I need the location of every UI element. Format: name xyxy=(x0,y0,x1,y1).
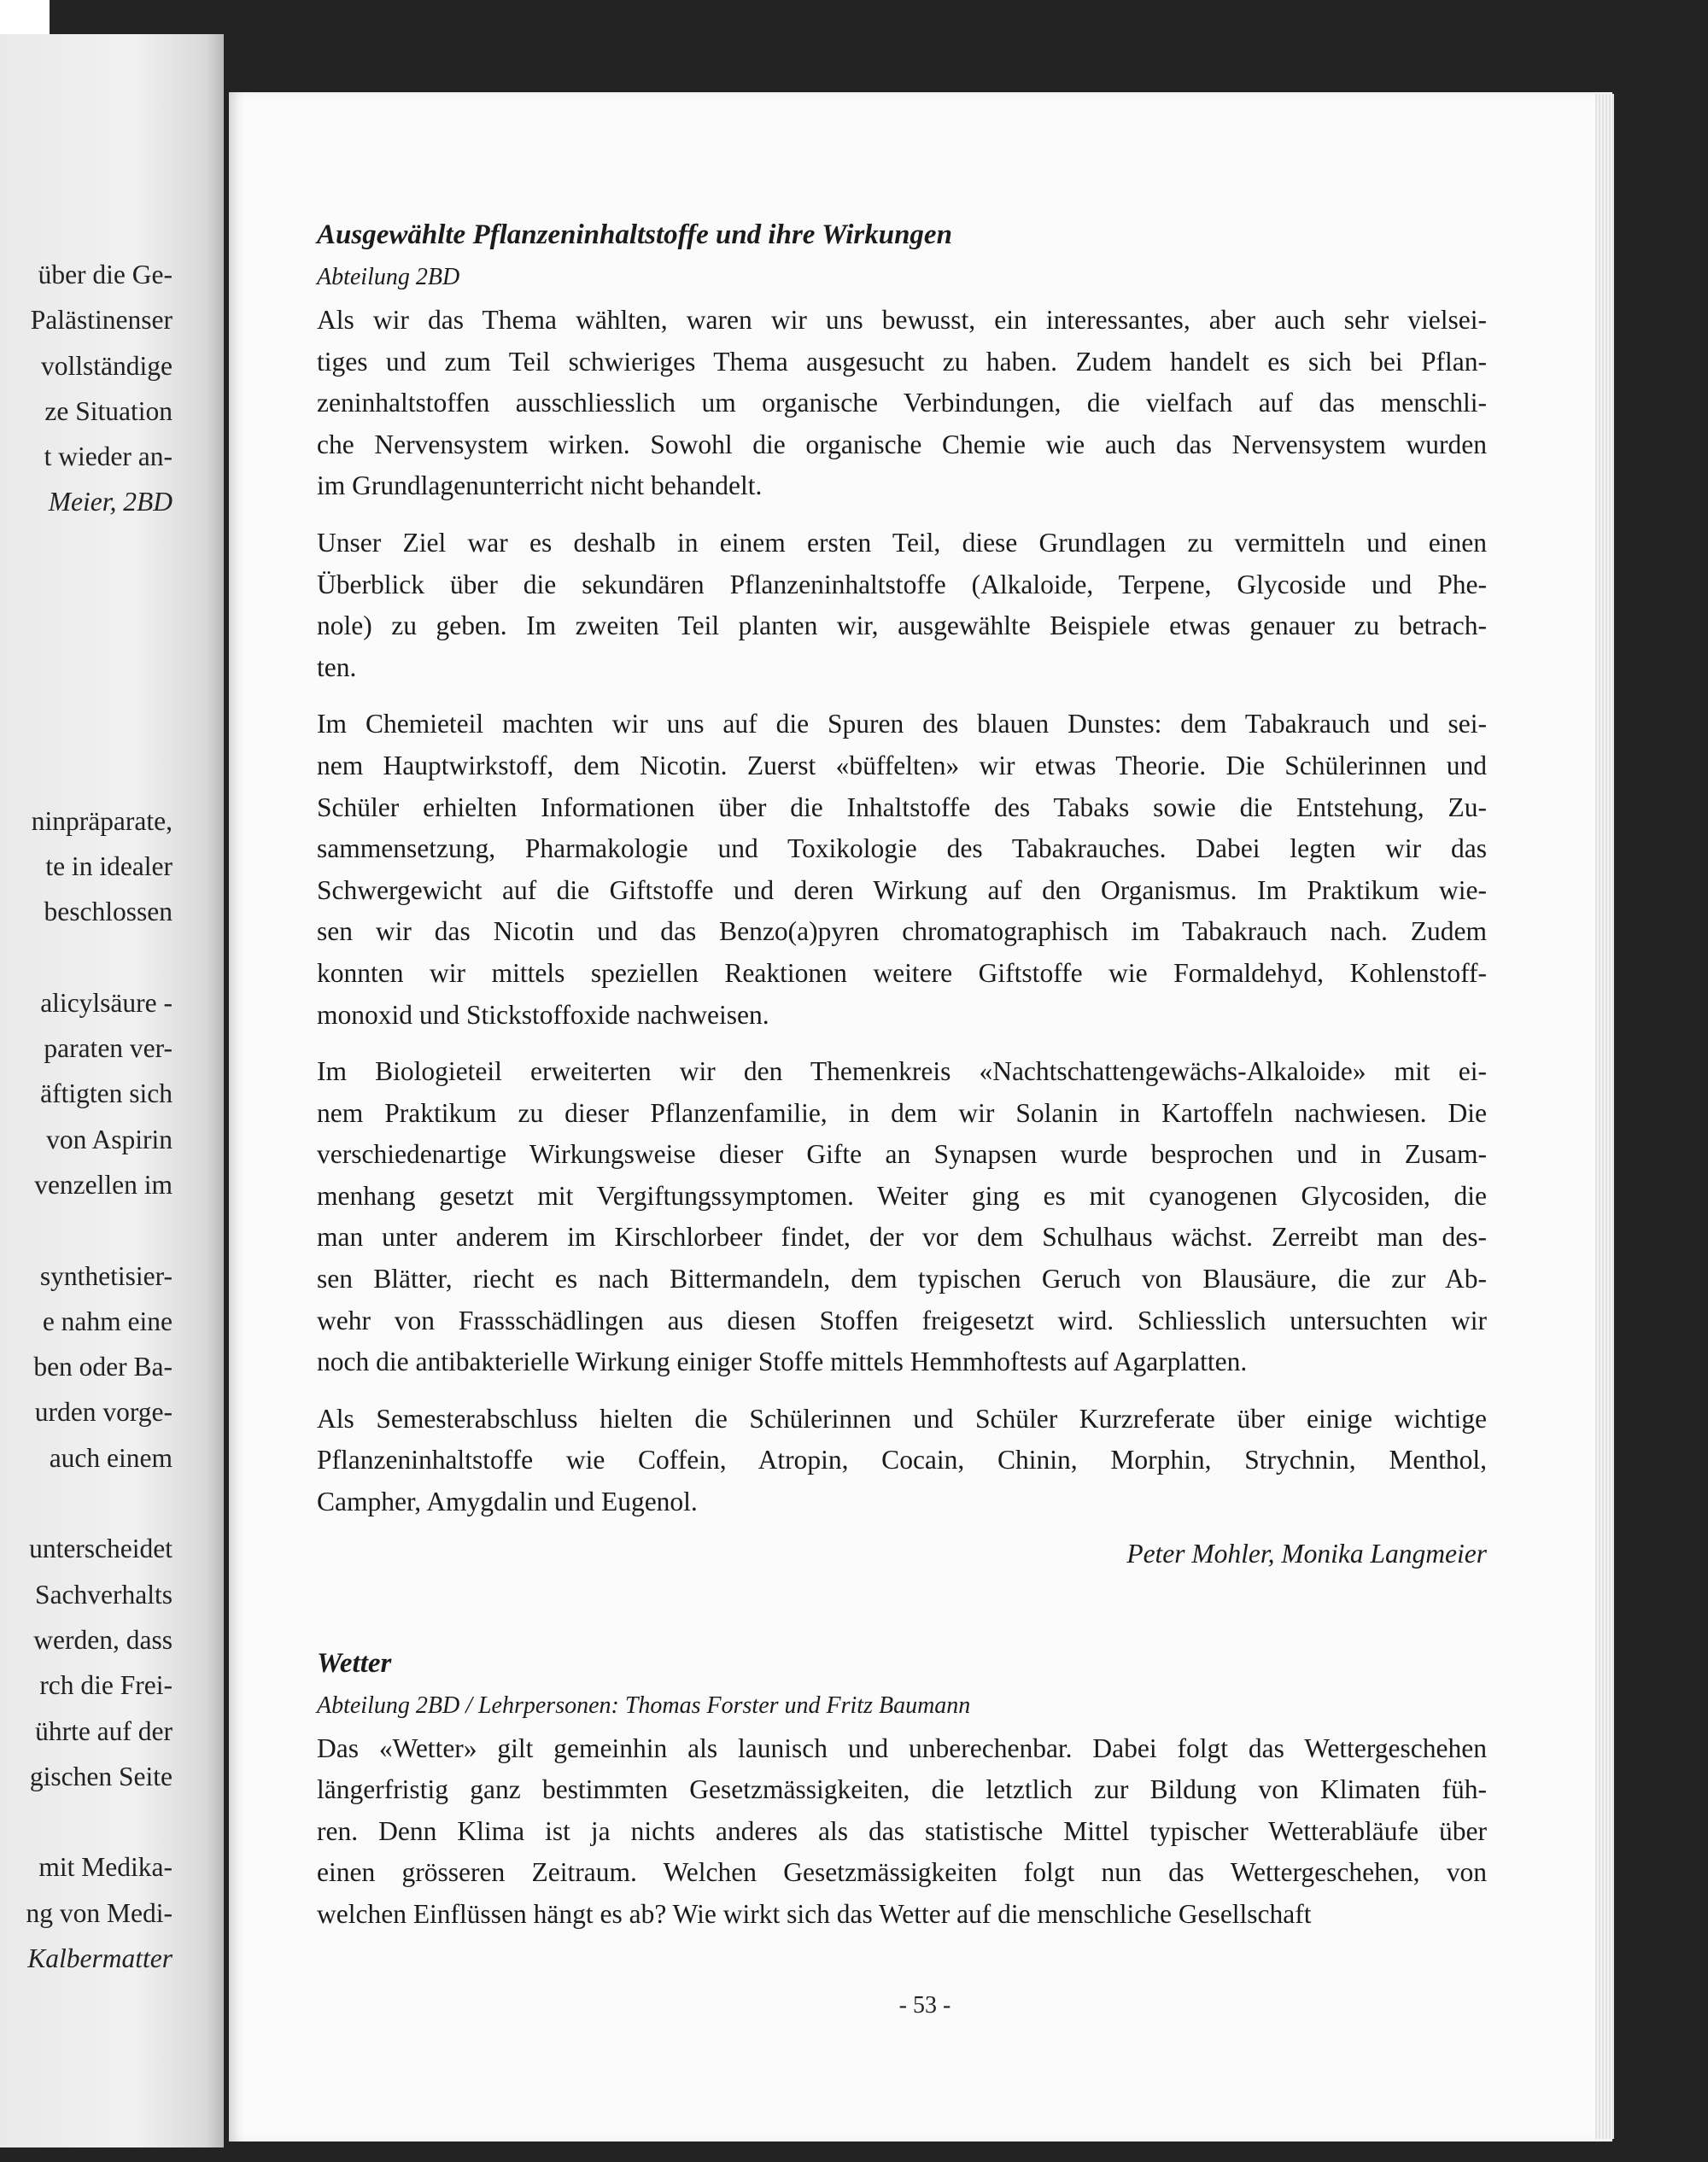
article1-subtitle: Abteilung 2BD xyxy=(317,264,460,290)
paragraph xyxy=(317,1399,1487,1523)
left-page-line: rch die Frei- xyxy=(39,1670,173,1701)
text-line: man unter anderem im Kirschlorbeer findet, der vor dem Schulhaus wächst. Zerreibt man des- xyxy=(317,1222,1487,1253)
page-number: - 53 - xyxy=(898,1992,951,2019)
text-line: verschiedenartige Wirkungsweise dieser Gifte an Synapsen wurde besprochen und in Zusam- xyxy=(317,1139,1487,1170)
text-line: Im Chemieteil machten wir uns auf die Spuren des blauen Dunstes: dem Tabakrauch und sei- xyxy=(317,709,1487,739)
paragraph xyxy=(317,1728,1487,1936)
article1-body xyxy=(317,300,1487,1523)
left-page-line: alicylsäure - xyxy=(40,987,173,1018)
text-line: Campher, Amygdalin und Eugenol. xyxy=(317,1487,698,1517)
article-pflanzeninhaltstoffe xyxy=(317,216,1487,1575)
left-page-line xyxy=(0,525,173,570)
left-page-line: synthetisier- xyxy=(39,1260,173,1291)
left-page-line: von Aspirin xyxy=(46,1124,173,1154)
left-page-line: Meier, 2BD xyxy=(48,487,173,517)
text-line: Im Biologieteil erweiterten wir den Themenkreis «Nachtschattengewächs-Alkaloide» mit ei- xyxy=(317,1056,1487,1087)
text-line: nem Hauptwirkstoff, dem Nicotin. Zuerst «büffelten» wir etwas Theorie. Die Schülerinnen und xyxy=(317,750,1487,780)
left-page-line: werden, dass xyxy=(33,1624,173,1655)
text-line: sen Blätter, riecht es nach Bittermandeln, dem typischen Geruch von Blausäure, die zur Ab- xyxy=(317,1264,1487,1294)
text-line: Überblick über die sekundären Pflanzeninhaltstoffe (Alkaloide, Terpene, Glycoside und Phe- xyxy=(317,569,1487,599)
text-line: Als wir das Thema wählten, waren wir uns bewusst, ein interessantes, aber auch sehr vielsei- xyxy=(317,305,1487,335)
left-page-line xyxy=(0,616,173,661)
text-line: Schüler erhielten Informationen über die Inhaltstoffe des Tabaks sowie die Entstehung, Zu- xyxy=(317,792,1487,822)
text-line: welchen Einflüssen hängt es ab? Wie wirkt sich das Wetter auf die menschliche Gesellschaft xyxy=(317,1899,1312,1929)
paragraph xyxy=(317,523,1487,688)
article-wetter xyxy=(317,1645,1487,1936)
left-page-line xyxy=(0,570,173,616)
text-line: noch die antibakterielle Wirkung einiger Stoffe mittels Hemmhoftests auf Agarplatten. xyxy=(317,1347,1248,1377)
left-page-line: auch einem xyxy=(49,1442,173,1473)
text-line: Als Semesterabschluss hielten die Schülerinnen und Schüler Kurzreferate über einige wichtige xyxy=(317,1403,1487,1434)
text-line: im Grundlagenunterricht nicht behandelt. xyxy=(317,470,763,501)
left-page-line xyxy=(0,752,173,798)
page-edge xyxy=(1595,94,1614,2139)
left-page-line: beschlossen xyxy=(44,897,173,927)
left-page-line: e nahm eine xyxy=(42,1306,173,1336)
text-line: sammensetzung, Pharmakologie und Toxikologie des Tabakrauches. Dabei legten wir das xyxy=(317,833,1487,864)
left-page-line: mit Medika- xyxy=(38,1852,173,1883)
left-page-line: vollständige xyxy=(41,350,173,381)
left-page-line xyxy=(0,1207,173,1253)
text-line: wehr von Frassschädlingen aus diesen Stoffen freigesetzt wird. Schliesslich untersuchten wir xyxy=(317,1305,1487,1335)
paragraph xyxy=(317,300,1487,507)
text-line: längerfristig ganz bestimmten Gesetzmässigkeiten, die letztlich zur Bildung von Klimaten füh- xyxy=(317,1774,1487,1805)
text-line: Schwergewicht auf die Giftstoffe und deren Wirkung auf den Organismus. Im Praktikum wie- xyxy=(317,874,1487,905)
left-page-line: ührte auf der xyxy=(35,1715,173,1746)
left-page-text-column xyxy=(0,252,173,1981)
text-line: nole) zu geben. Im zweiten Teil planten wir, ausgewählte Beispiele etwas genauer zu betrach- xyxy=(317,611,1487,641)
left-page-line: urden vorge- xyxy=(34,1397,173,1428)
text-line: nem Praktikum zu dieser Pflanzenfamilie, in dem wir Solanin in Kartoffeln nachwiesen. Die xyxy=(317,1097,1487,1128)
left-page-line: gischen Seite xyxy=(29,1761,173,1791)
text-line: ren. Denn Klima ist ja nichts anderes als das statistische Mittel typischer Wetterabläufe über xyxy=(317,1815,1487,1846)
text-line: Pflanzeninhaltstoffe wie Coffein, Atropin, Cocain, Chinin, Morphin, Strychnin, Menthol, xyxy=(317,1445,1487,1475)
paragraph xyxy=(317,704,1487,1036)
left-page-line: Palästinenser xyxy=(30,305,173,336)
left-page-line: unterscheidet xyxy=(29,1534,173,1564)
article1-title: Ausgewählte Pflanzeninhaltstoffe und ihre Wirkungen xyxy=(317,219,952,250)
left-page-line: venzellen im xyxy=(34,1169,173,1200)
left-facing-page xyxy=(0,34,224,2147)
left-page-line: ng von Medi- xyxy=(26,1897,173,1928)
text-line: menhang gesetzt mit Vergiftungssymptomen. Weiter ging es mit cyanogenen Glycosiden, die xyxy=(317,1180,1487,1211)
left-page-line: ninpräparate, xyxy=(31,805,173,836)
text-line: sen wir das Nicotin und das Benzo(a)pyren chromatographisch im Tabakrauch nach. Zudem xyxy=(317,916,1487,947)
left-page-line: ze Situation xyxy=(44,395,173,426)
text-line: tiges und zum Teil schwieriges Thema ausgesucht zu haben. Zudem handelt es sich bei Pflan- xyxy=(317,346,1487,377)
left-page-line xyxy=(0,707,173,752)
left-page-line: Kalbermatter xyxy=(27,1943,173,1973)
paragraph xyxy=(317,1051,1487,1383)
left-page-line xyxy=(0,1799,173,1844)
article2-title: Wetter xyxy=(317,1647,392,1679)
text-line: einen grösseren Zeitraum. Welchen Gesetzmässigkeiten folgt nun das Wettergeschehen, von xyxy=(317,1857,1487,1888)
left-page-line: Sachverhalts xyxy=(35,1579,173,1610)
left-page-line xyxy=(0,934,173,979)
right-page xyxy=(229,92,1612,2142)
text-line: che Nervensystem wirken. Sowohl die organische Chemie wie auch das Nervensystem wurden xyxy=(317,429,1487,459)
article2-subtitle: Abteilung 2BD / Lehrpersonen: Thomas Forster und Fritz Baumann xyxy=(317,1692,971,1719)
text-line: zeninhaltstoffen ausschliesslich um organische Verbindungen, die vielfach auf das menschli- xyxy=(317,388,1487,418)
left-page-line: äftigten sich xyxy=(40,1078,173,1109)
left-page-line xyxy=(0,1481,173,1526)
text-line: Unser Ziel war es deshalb in einem ersten Teil, diese Grundlagen zu vermitteln und einen xyxy=(317,527,1487,558)
article1-signature: Peter Mohler, Monika Langmeier xyxy=(1126,1538,1487,1569)
text-line: konnten wir mittels speziellen Reaktionen weitere Giftstoffe wie Formaldehyd, Kohlenstoff- xyxy=(317,957,1487,988)
article2-body xyxy=(317,1728,1487,1936)
page-content xyxy=(317,216,1487,1951)
left-page-line: über die Ge- xyxy=(38,260,173,289)
left-page-line: ben oder Ba- xyxy=(33,1352,173,1382)
left-page-line: parаten ver- xyxy=(44,1033,173,1064)
left-page-line: t wieder an- xyxy=(44,441,173,472)
left-page-line: te in idealer xyxy=(45,850,173,881)
left-page-line xyxy=(0,662,173,707)
text-line: Das «Wetter» gilt gemeinhin als launisch und unberechenbar. Dabei folgt das Wettergeschehen xyxy=(317,1733,1487,1763)
text-line: monoxid und Stickstoffoxide nachweisen. xyxy=(317,999,769,1030)
text-line: ten. xyxy=(317,652,357,682)
